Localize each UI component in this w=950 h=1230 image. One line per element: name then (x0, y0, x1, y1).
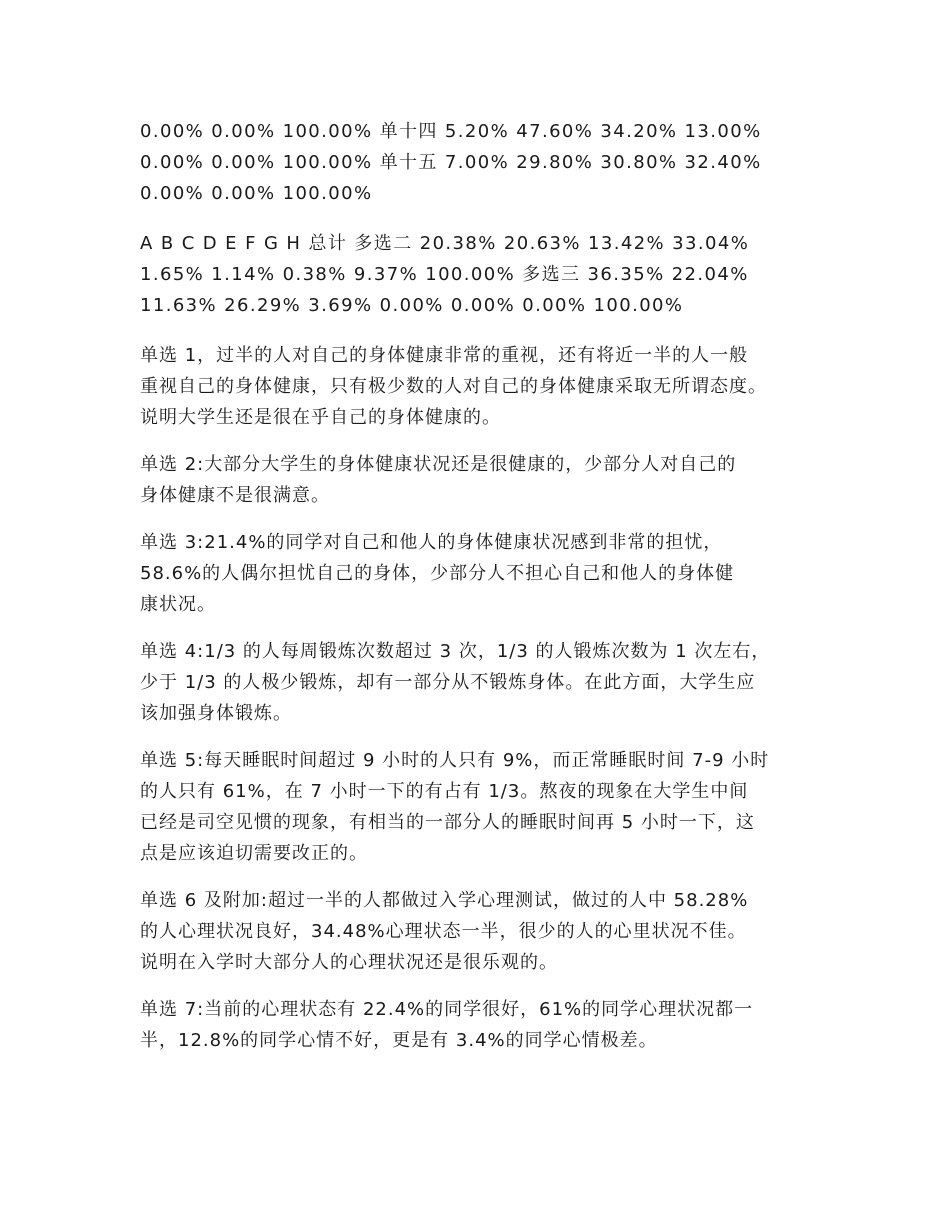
document-page (140, 116, 830, 1072)
paragraph-single-2: 单选 2:大部分大学生的身体健康状况还是很健康的，少部分人对自己的 身体健康不是很满意。 (140, 454, 737, 506)
paragraph-single-5: 单选 5:每天睡眠时间超过 9 小时的人只有 9%，而正常睡眠时间 7-9 小时 的人只有 61%，在 7 小时一下的有占有 1/3。熬夜的现象在大学生中间 已经是司空见惯的现象，有相当的一部分人的睡眠时间再 5 小时一下，这 点是应该迫切需要改正的。 (140, 750, 770, 864)
paragraph-single-7: 单选 7:当前的心理状态有 22.4%的同学很好，61%的同学心理状况都一 半，12.8%的同学心情不好，更是有 3.4%的同学心情极差。 (140, 999, 754, 1051)
paragraph-single-3: 单选 3:21.4%的同学对自己和他人的身体健康状况感到非常的担忧， 58.6%的人偶尔担忧自己的身体，少部分人不担心自己和他人的身体健 康状况。 (140, 532, 735, 615)
paragraph-single-6: 单选 6 及附加:超过一半的人都做过入学心理测试，做过的人中 58.28% 的人心理状况良好，34.48%心理状态一半，很少的人的心里状况不佳。 说明在入学时大部分人的心理状况还是很乐观的。 (140, 890, 749, 973)
paragraph-single-4: 单选 4:1/3 的人每周锻炼次数超过 3 次，1/3 的人锻炼次数为 1 次左右， 少于 1/3 的人极少锻炼，却有一部分从不锻炼身体。在此方面，大学生应 该加强身体锻炼。 (140, 641, 771, 724)
table-data-single-choice: 0.00% 0.00% 100.00% 单十四 5.20% 47.60% 34.20% 13.00% 0.00% 0.00% 100.00% 单十五 7.00% 29.80% 30.80% 32.40% 0.00% 0.00% 100.00% (140, 121, 762, 204)
table-data-multiple-choice: A B C D E F G H 总计 多选二 20.38% 20.63% 13.42% 33.04% 1.65% 1.14% 0.38% 9.37% 100.00% 多选三 36.35% 22.04% 11.63% 26.29% 3.69% 0.00% 0.00% 0.00% 100.00% (140, 233, 750, 316)
paragraph-single-1: 单选 1，过半的人对自己的身体健康非常的重视，还有将近一半的人一般 重视自己的身体健康，只有极少数的人对自己的身体健康采取无所谓态度。 说明大学生还是很在乎自己的身体健康的。 (140, 345, 767, 428)
